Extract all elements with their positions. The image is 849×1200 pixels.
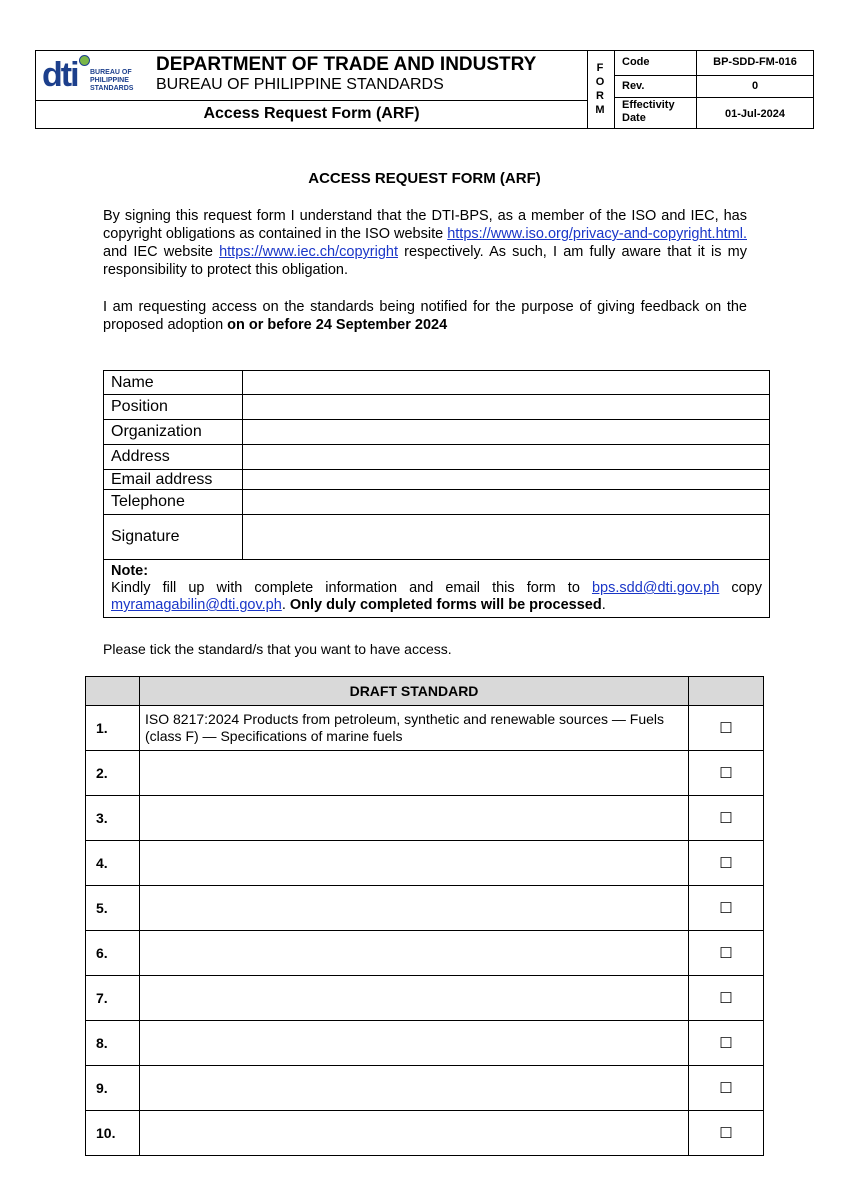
note-text: . [601, 597, 606, 613]
department-name: DEPARTMENT OF TRADE AND INDUSTRY [156, 54, 537, 75]
table-row [104, 490, 770, 515]
table-row [86, 976, 764, 1021]
table-row [104, 420, 770, 445]
meta-code-label: Code [622, 56, 650, 68]
telephone-field[interactable] [243, 490, 770, 515]
paragraph-text: I am requesting access on the standards being notified for the purpose of giving feedback on the proposed adoption [103, 299, 747, 333]
email-field[interactable] [243, 470, 770, 490]
field-label-email: Email address [104, 470, 243, 490]
field-label-telephone: Telephone [104, 490, 243, 515]
position-field[interactable] [243, 395, 770, 420]
table-row [86, 706, 764, 751]
header-divider [587, 51, 588, 128]
standard-checkbox[interactable]: ☐ [689, 751, 764, 796]
row-number: 5. [86, 886, 140, 931]
row-number: 7. [86, 976, 140, 1021]
header-divider [614, 75, 813, 76]
deadline-text: on or before 24 September 2024 [227, 317, 448, 333]
logo-line-2: PHILIPPINE [90, 77, 129, 84]
note-text: Kindly fill up with complete information and email this form to [111, 580, 592, 596]
form-header [35, 50, 814, 129]
table-row [86, 886, 764, 931]
note-heading: Note: [111, 563, 149, 579]
standard-checkbox[interactable]: ☐ [689, 976, 764, 1021]
row-number: 9. [86, 1066, 140, 1111]
table-row [86, 1111, 764, 1156]
column-header-number [86, 677, 140, 706]
row-number: 10. [86, 1111, 140, 1156]
table-row [104, 470, 770, 490]
meta-effectivity-value: 01-Jul-2024 [725, 108, 785, 120]
row-number: 4. [86, 841, 140, 886]
logo-globe-icon [79, 55, 90, 66]
requester-info-table [103, 370, 770, 618]
standard-checkbox[interactable]: ☐ [689, 1021, 764, 1066]
standard-title[interactable] [140, 1066, 689, 1111]
meta-rev-value: 0 [751, 80, 759, 92]
form-letter: O [595, 76, 605, 88]
organization-field[interactable] [243, 420, 770, 445]
header-divider [36, 100, 587, 101]
standard-title: ISO 8217:2024 Products from petroleum, synthetic and renewable sources — Fuels (class F) — Specifications of marine fuels [140, 706, 689, 751]
paragraph-text: By signing this request form I understand that the DTI-BPS, as a member of the ISO and IEC, has copyright obligations as contained in the ISO website [103, 208, 747, 242]
form-letter: M [595, 104, 605, 116]
row-number: 2. [86, 751, 140, 796]
note-box [104, 560, 770, 618]
standard-checkbox[interactable]: ☐ [689, 1111, 764, 1156]
table-row [104, 395, 770, 420]
header-divider [614, 97, 813, 98]
table-row [104, 560, 770, 618]
meta-effectivity-label: Effectivity Date [622, 99, 675, 124]
standard-checkbox[interactable]: ☐ [689, 796, 764, 841]
tick-instruction: Please tick the standard/s that you want to have access. [103, 641, 452, 657]
field-label-organization: Organization [104, 420, 243, 445]
paragraph-text: and IEC website [103, 244, 220, 260]
table-row [86, 1021, 764, 1066]
note-text: . [281, 597, 290, 613]
table-row [104, 371, 770, 395]
table-header-row [86, 677, 764, 706]
meta-rev-label: Rev. [622, 80, 645, 92]
form-letters [590, 61, 610, 117]
standard-title[interactable] [140, 886, 689, 931]
standard-checkbox[interactable]: ☐ [689, 931, 764, 976]
logo-line-1: BUREAU OF [90, 69, 132, 76]
standard-title[interactable] [140, 976, 689, 1021]
field-label-signature: Signature [104, 515, 243, 560]
standard-title[interactable] [140, 751, 689, 796]
name-field[interactable] [243, 371, 770, 395]
standard-checkbox[interactable]: ☐ [689, 706, 764, 751]
table-row [104, 445, 770, 470]
standard-title[interactable] [140, 796, 689, 841]
bps-email-link[interactable]: bps.sdd@dti.gov.ph [591, 580, 720, 596]
row-number: 1. [86, 706, 140, 751]
iso-copyright-link[interactable]: https://www.iso.org/privacy-and-copyright.html. [447, 226, 747, 242]
copy-email-link[interactable]: myramagabilin@dti.gov.ph [111, 597, 282, 613]
address-field[interactable] [243, 445, 770, 470]
header-divider [614, 51, 615, 128]
paragraph-text: respectively. As such, I am fully aware that it is my responsibility to protect this obligation. [103, 244, 747, 278]
standard-title[interactable] [140, 931, 689, 976]
signature-field[interactable] [243, 515, 770, 560]
dti-logo [36, 51, 146, 100]
column-header-select [689, 677, 764, 706]
column-header-draft-standard: DRAFT STANDARD [140, 677, 689, 706]
table-row [104, 515, 770, 560]
row-number: 8. [86, 1021, 140, 1066]
logo-text [90, 69, 133, 93]
logo-line-3: STANDARDS [90, 85, 134, 92]
table-row [86, 931, 764, 976]
form-letter: F [596, 62, 604, 74]
field-label-position: Position [104, 395, 243, 420]
standard-title[interactable] [140, 1021, 689, 1066]
standard-checkbox[interactable]: ☐ [689, 841, 764, 886]
field-label-address: Address [104, 445, 243, 470]
page-title: ACCESS REQUEST FORM (ARF) [308, 170, 541, 187]
meta-code-value: BP-SDD-FM-016 [713, 56, 797, 68]
copyright-paragraph [103, 207, 747, 279]
request-paragraph [103, 298, 747, 334]
row-number: 3. [86, 796, 140, 841]
form-letter: R [596, 90, 604, 102]
bureau-name: BUREAU OF PHILIPPINE STANDARDS [156, 76, 444, 93]
table-row [86, 796, 764, 841]
standard-title[interactable] [140, 1111, 689, 1156]
note-text: copy [719, 580, 762, 596]
field-label-name: Name [104, 371, 243, 395]
standard-checkbox[interactable]: ☐ [689, 886, 764, 931]
row-number: 6. [86, 931, 140, 976]
header-form-title: Access Request Form (ARF) [203, 105, 420, 122]
standard-title[interactable] [140, 841, 689, 886]
table-row [86, 841, 764, 886]
draft-standards-table [85, 676, 764, 1156]
note-emphasis: Only duly completed forms will be processed [289, 597, 602, 613]
table-row [86, 1066, 764, 1111]
logo-wordmark: dti [42, 56, 78, 94]
table-row [86, 751, 764, 796]
iec-copyright-link[interactable]: https://www.iec.ch/copyright [219, 244, 398, 260]
standard-checkbox[interactable]: ☐ [689, 1066, 764, 1111]
